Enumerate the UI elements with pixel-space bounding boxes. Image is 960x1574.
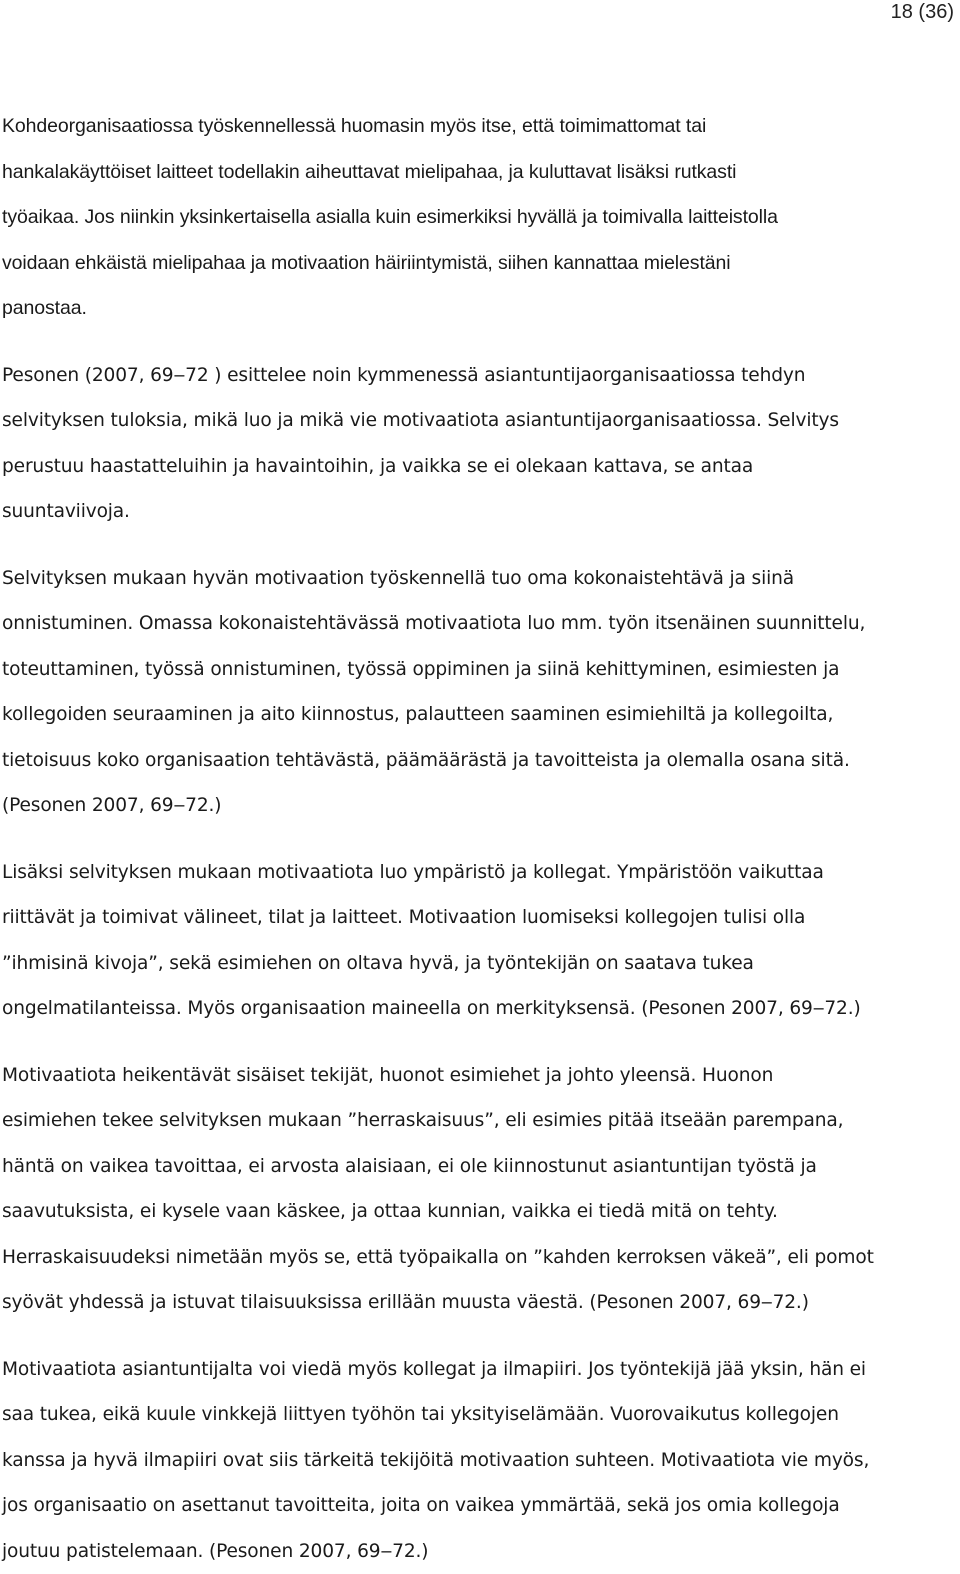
text-line: kanssa ja hyvä ilmapiiri ovat siis tärkeitä tekijöitä motivaation suhteen. Motivaatiota vie myös, — [2, 1438, 952, 1484]
text-line: syövät yhdessä ja istuvat tilaisuuksissa erillään muusta väestä. (Pesonen 2007, 69‒72.) — [2, 1280, 952, 1326]
paragraph — [2, 353, 952, 535]
text-line: kollegoiden seuraaminen ja aito kiinnostus, palautteen saaminen esimiehiltä ja kollegoilta, — [2, 692, 952, 738]
paragraph — [2, 850, 952, 1032]
text-line: panostaa. — [2, 286, 952, 332]
text-line: voidaan ehkäistä mielipahaa ja motivaation häiriintymistä, siihen kannattaa mielestäni — [2, 241, 952, 287]
paragraph — [2, 556, 952, 829]
text-line: (Pesonen 2007, 69‒72.) — [2, 783, 952, 829]
text-line: toteuttaminen, työssä onnistuminen, työssä oppiminen ja siinä kehittyminen, esimiesten ja — [2, 647, 952, 693]
text-line: esimiehen tekee selvityksen mukaan ”herraskaisuus”, eli esimies pitää itseään parempana, — [2, 1098, 952, 1144]
paragraph — [2, 104, 952, 332]
text-line: riittävät ja toimivat välineet, tilat ja laitteet. Motivaation luomiseksi kollegojen tulisi olla — [2, 895, 952, 941]
text-line: Lisäksi selvityksen mukaan motivaatiota luo ympäristö ja kollegat. Ympäristöön vaikuttaa — [2, 850, 952, 896]
text-line: Herraskaisuudeksi nimetään myös se, että työpaikalla on ”kahden kerroksen väkeä”, eli pomot — [2, 1235, 952, 1281]
text-line: Selvityksen mukaan hyvän motivaation työskennellä tuo oma kokonaistehtävä ja siinä — [2, 556, 952, 602]
text-line: hankalakäyttöiset laitteet todellakin aiheuttavat mielipahaa, ja kuluttavat lisäksi rutkasti — [2, 150, 952, 196]
text-line: joutuu patistelemaan. (Pesonen 2007, 69‒72.) — [2, 1529, 952, 1574]
text-line: jos organisaatio on asettanut tavoitteita, joita on vaikea ymmärtää, sekä jos omia kollegoja — [2, 1483, 952, 1529]
text-line: onnistuminen. Omassa kokonaistehtävässä motivaatiota luo mm. työn itsenäinen suunnittelu, — [2, 601, 952, 647]
text-line: ”ihmisinä kivoja”, sekä esimiehen on oltava hyvä, ja työntekijän on saatava tukea — [2, 941, 952, 987]
text-line: työaikaa. Jos niinkin yksinkertaisella asialla kuin esimerkiksi hyvällä ja toimivalla laitteistolla — [2, 195, 952, 241]
text-line: tietoisuus koko organisaation tehtävästä, päämäärästä ja tavoitteista ja olemalla osana sitä. — [2, 738, 952, 784]
document-body — [2, 104, 952, 1574]
text-line: saa tukea, eikä kuule vinkkejä liittyen työhön tai yksityiselämään. Vuorovaikutus kollegojen — [2, 1392, 952, 1438]
paragraph — [2, 1347, 952, 1574]
text-line: Kohdeorganisaatiossa työskennellessä huomasin myös itse, että toimimattomat tai — [2, 104, 952, 150]
text-line: selvityksen tuloksia, mikä luo ja mikä vie motivaatiota asiantuntijaorganisaatiossa. Selvitys — [2, 398, 952, 444]
paragraph — [2, 1053, 952, 1326]
text-line: saavutuksista, ei kysele vaan käskee, ja ottaa kunnian, vaikka ei tiedä mitä on tehty. — [2, 1189, 952, 1235]
text-line: Pesonen (2007, 69‒72 ) esittelee noin kymmenessä asiantuntijaorganisaatiossa tehdyn — [2, 353, 952, 399]
text-line: ongelmatilanteissa. Myös organisaation maineella on merkityksensä. (Pesonen 2007, 69‒72.) — [2, 986, 952, 1032]
page-number: 18 (36) — [891, 0, 954, 24]
text-line: häntä on vaikea tavoittaa, ei arvosta alaisiaan, ei ole kiinnostunut asiantuntijan työstä ja — [2, 1144, 952, 1190]
text-line: Motivaatiota heikentävät sisäiset tekijät, huonot esimiehet ja johto yleensä. Huonon — [2, 1053, 952, 1099]
text-line: suuntaviivoja. — [2, 489, 952, 535]
text-line: Motivaatiota asiantuntijalta voi viedä myös kollegat ja ilmapiiri. Jos työntekijä jää yksin, hän ei — [2, 1347, 952, 1393]
text-line: perustuu haastatteluihin ja havaintoihin, ja vaikka se ei olekaan kattava, se antaa — [2, 444, 952, 490]
